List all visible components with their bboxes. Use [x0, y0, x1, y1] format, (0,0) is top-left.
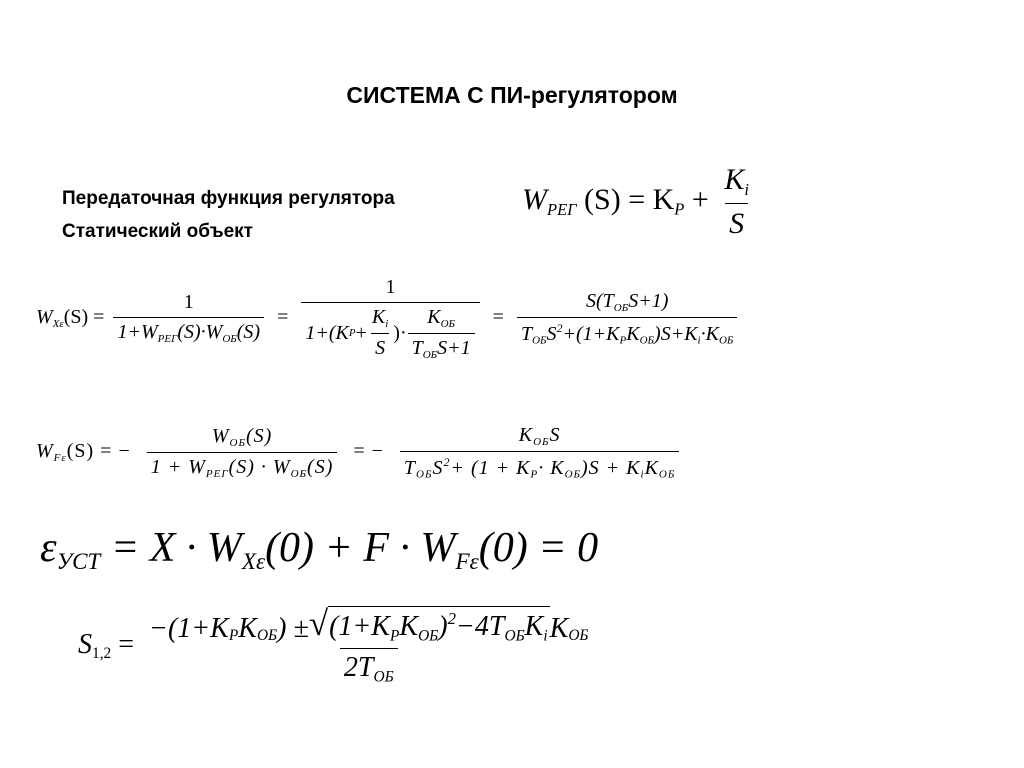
- wxe-equation: $W_{X\varepsilon}(S)$ = $\frac{1}{1+W_{РЕГ}(S)\cdot W_{ОБ}(S)}$ = 1 1+(K P + $\frac{K_i}{S}$ )· $\frac{K_{ОБ}}{T_{ОБ}S+1}$ = $\frac{S(T_{ОБ}S+1)}{T_{ОБ}S^2+(1+K_PK_{ОБ})S+K_i\cdot K_{ОБ}}$: [36, 276, 741, 361]
- reg-arg: (S) = K: [584, 182, 675, 216]
- wxe-fraction-3: $\frac{S(T_{ОБ}S+1)}{T_{ОБ}S^2+(1+K_PK_{ОБ})S+K_i\cdot K_{ОБ}}$: [517, 290, 737, 346]
- reg-plus: +: [691, 182, 709, 216]
- roots-fraction: −(1+K $_P$ K $_{ОБ}$ ) ± √ $(1+K_PK_{ОБ})^2-4T_{ОБ}K_i$ K $_{ОБ}$ $2T_{ОБ}$: [149, 604, 589, 686]
- wfe-lhs: $W_{F\varepsilon}$: [36, 439, 67, 464]
- wxe-lhs: $W_{X\varepsilon}$: [36, 305, 64, 330]
- wfe-fraction-1: $\frac{W_{ОБ}(S)}{1 + W_{РЕГ}(S) \cdot W_{ОБ}(S)}$: [147, 425, 338, 480]
- transfer-function-label: Передаточная функция регулятора: [62, 188, 395, 209]
- wfe-fraction-2: $\frac{K_{ОБ}S}{T_{ОБ}S^2+ (1 + K_P\cdot K_{ОБ})S + K_iK_{ОБ}}$: [400, 424, 679, 480]
- regulator-transfer-equation: $W_{РЕГ}$ $(S) = K_P$ + $\frac{K_i}{S}$: [522, 163, 757, 241]
- reg-integral-fraction: $\frac{K_i}{S}$: [724, 163, 749, 240]
- roots-equation: $S_{1,2}$ = −(1+K $_P$ K $_{ОБ}$ ) ± √ $(1+K_PK_{ОБ})^2-4T_{ОБ}K_i$ K $_{ОБ}$ $2T_{ОБ}$: [78, 606, 597, 687]
- wfe-equation: $W_{F\varepsilon}(S)$ = − $\frac{W_{ОБ}(S)}{1 + W_{РЕГ}(S) \cdot W_{ОБ}(S)}$ = − $\frac{K_{ОБ}S}{T_{ОБ}S^2+ (1 + K_P\cdot K_{ОБ})S + K_iK_{ОБ}}$: [36, 424, 683, 480]
- wxe-fraction-1: $\frac{1}{1+W_{РЕГ}(S)\cdot W_{ОБ}(S)}$: [113, 291, 264, 345]
- reg-lhs: $W_{РЕГ}$: [522, 182, 577, 219]
- wxe-fraction-2: 1 1+(K P + $\frac{K_i}{S}$ )· $\frac{K_{ОБ}}{T_{ОБ}S+1}$: [301, 276, 479, 361]
- slide-title: СИСТЕМА С ПИ-регулятором: [346, 82, 678, 108]
- steady-state-error-equation: $\varepsilon_{УСТ} = X \cdot W_{X\varepsilon}(0) + F \cdot W_{F\varepsilon}(0) = 0$: [40, 525, 599, 575]
- static-object-label: Статический объект: [62, 221, 253, 242]
- square-root: √ $(1+K_PK_{ОБ})^2-4T_{ОБ}K_i$: [308, 604, 548, 645]
